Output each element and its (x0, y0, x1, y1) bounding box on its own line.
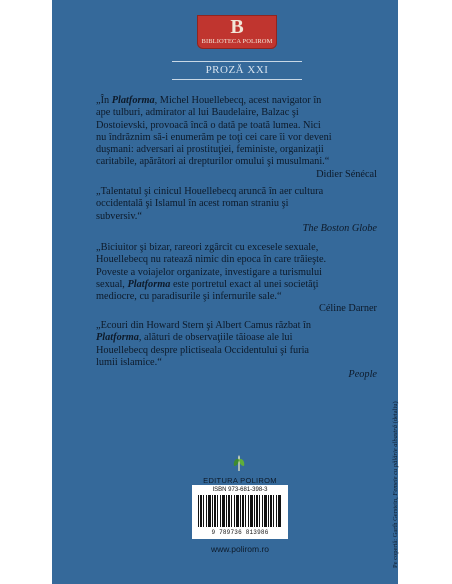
review-quote-2 (96, 186, 377, 235)
quote-line: occidentală şi Islamul în acest roman straniu şi (96, 198, 289, 210)
cover-credit (392, 401, 399, 568)
quote-source: People (348, 369, 377, 381)
review-quote-1 (96, 95, 377, 181)
quote-line: caritabile, apărători ai drepturilor omului şi musulmani.“ (96, 156, 330, 168)
quote-line: „În Platforma, Michel Houellebecq, acest navigator în (96, 95, 322, 106)
quote-line: Houellebecq nu ratează nimic din epoca în care trăieşte. (96, 254, 327, 266)
quote-line: ape tulburi, admirator al lui Baudelaire, Balzac şi (96, 107, 299, 119)
divider-top (172, 61, 302, 62)
publisher-website: www.polirom.ro (210, 544, 270, 554)
quote-line: mediocre, cu paradisurile şi infernurile sale.“ (96, 291, 282, 303)
quote-line: „Talentatul şi cinicul Houellebecq aruncă în aer cultura (96, 186, 324, 197)
badge-text: BIBLIOTECA POLIROM (201, 38, 273, 45)
series-title: PROZĂ XXI (205, 64, 269, 76)
series-badge (197, 15, 277, 49)
book-back-cover (52, 0, 398, 584)
publisher-name: EDITURA POLIROM (203, 476, 277, 485)
leaf-logo-icon (232, 454, 246, 472)
barcode-digits: 9 789736 813986 (211, 529, 269, 536)
barcode (198, 495, 282, 527)
quote-line: subversiv.“ (96, 210, 142, 222)
quote-line: Poveste a voiajelor organizate, investigare a turismului (96, 266, 322, 278)
quote-line: nu îndrăznim să-i enumerăm pe toţi cei care îi vor deveni (96, 131, 332, 143)
polirom-logo-letter: B (230, 16, 244, 38)
quote-source: Didier Sénécal (316, 168, 377, 180)
divider-bottom (172, 79, 302, 80)
quote-line: „Biciuitor şi bizar, rareori zgârcit cu excesele sexuale, (96, 242, 319, 253)
quote-line: lumii islamice.“ (96, 356, 162, 368)
quote-source: Céline Darner (318, 303, 377, 315)
review-quote-4 (96, 320, 377, 381)
quote-line: Platforma, alături de observaţiile tăioase ale lui (96, 332, 293, 344)
credit-work: Femeie cu pălărie albastră (392, 425, 399, 496)
barcode-box (192, 485, 288, 539)
quote-source: The Boston Globe (302, 222, 377, 234)
quote-line: „Ecouri din Howard Stern şi Albert Camus răzbat în (96, 320, 312, 331)
quote-line: Houellebecq despre plictiseala Occidentului şi furia (96, 344, 310, 356)
quote-line: sexual, Platforma este portretul exact al unei societăţi (96, 278, 319, 290)
isbn-label: ISBN 973-681-398-3 (212, 487, 268, 493)
credit-prefix: Pe copertă: Garth Gerstein, (392, 497, 399, 568)
review-quote-3 (96, 242, 377, 316)
credit-suffix: (detaliu) (392, 401, 399, 424)
quote-line: Dostoievski, provoacă încă o dată pe toată lumea. Nici (96, 119, 321, 131)
quote-line: duşmani: adversari ai prostituţiei, feministe, organizaţii (96, 144, 324, 156)
